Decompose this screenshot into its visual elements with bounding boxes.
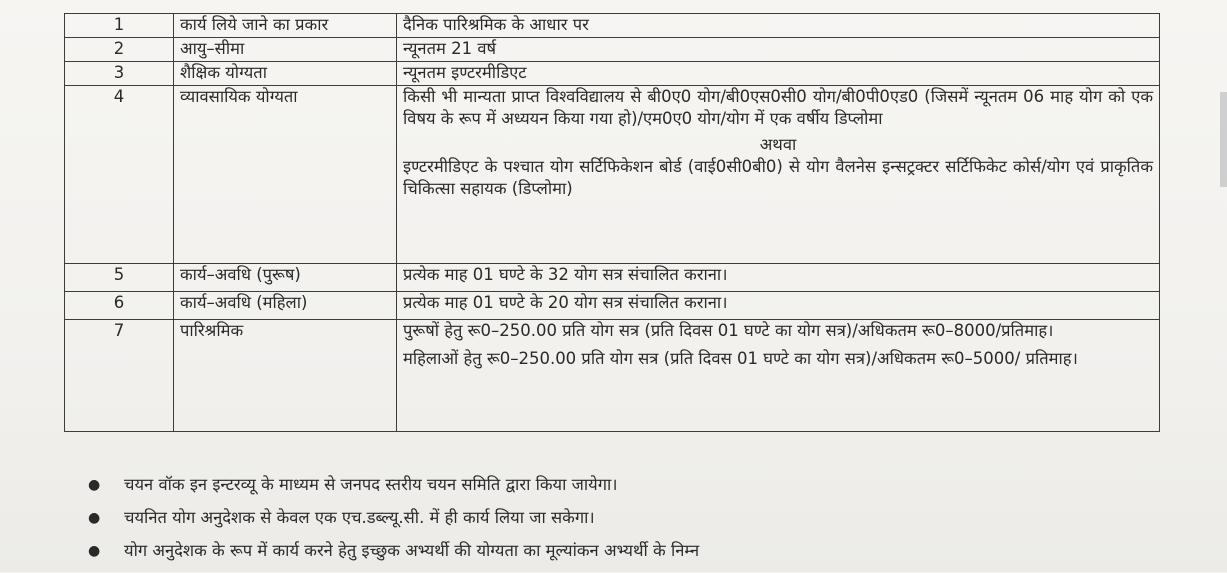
qualification-alt-text: इण्टरमीडिएट के पश्चात योग सर्टिफिकेशन बोर्ड (वाई0सी0बी0) से योग वैलनेस इन्सट्रक्टर सर्टिफिकेट कोर्स/योग एवं प्राकृतिक चिकित्सा सहायक (डिप्लोमा) (403, 157, 1153, 198)
row-number: 6 (65, 292, 174, 320)
row-number: 2 (65, 38, 174, 62)
list-item (88, 540, 1188, 562)
bullet-icon: ● (88, 477, 101, 493)
row-number: 4 (65, 86, 174, 264)
row-value: दैनिक पारिश्रमिक के आधार पर (397, 14, 1160, 38)
row-number: 3 (65, 62, 174, 86)
remuneration-women: महिलाओं हेतु रू0–250.00 प्रति योग सत्र (प्रति दिवस 01 घण्टे का योग सत्र)/अधिकतम रू0–5000/ प्रतिमाह। (403, 349, 1078, 368)
note-text: चयन वॉक इन इन्टरव्यू के माध्यम से जनपद स्तरीय चयन समिति द्वारा किया जायेगा। (124, 475, 618, 494)
table-row (65, 14, 1160, 38)
note-text: योग अनुदेशक के रूप में कार्य करने हेतु इच्छुक अभ्यर्थी की योग्यता का मूल्यांकन अभ्यर्थी के निम्न (124, 541, 700, 560)
page-edge-mark (1220, 92, 1227, 187)
row-value (397, 320, 1160, 432)
row-label: शैक्षिक योग्यता (174, 62, 397, 86)
row-number: 5 (65, 264, 174, 292)
row-number: 7 (65, 320, 174, 432)
remuneration-men: पुरूषों हेतु रू0–250.00 प्रति योग सत्र (प्रति दिवस 01 घण्टे का योग सत्र)/अधिकतम रू0–8000/प्रतिमाह। (403, 321, 1054, 340)
row-label: आयु–सीमा (174, 38, 397, 62)
row-value: न्यूनतम 21 वर्ष (397, 38, 1160, 62)
row-label: पारिश्रमिक (174, 320, 397, 432)
row-value: न्यूनतम इण्टरमीडिएट (397, 62, 1160, 86)
row-label: व्यावसायिक योग्यता (174, 86, 397, 264)
note-text: चयनित योग अनुदेशक से केवल एक एच.डब्ल्यू.सी. में ही कार्य लिया जा सकेगा। (124, 508, 595, 527)
row-number: 1 (65, 14, 174, 38)
row-label: कार्य–अवधि (महिला) (174, 292, 397, 320)
table-row (65, 62, 1160, 86)
row-label: कार्य लिये जाने का प्रकार (174, 14, 397, 38)
notes-list (88, 474, 1188, 573)
row-value: प्रत्येक माह 01 घण्टे के 32 योग सत्र संचालित कराना। (397, 264, 1160, 292)
list-item (88, 474, 1188, 496)
table-row (65, 320, 1160, 432)
row-label: कार्य–अवधि (पुरूष) (174, 264, 397, 292)
table-row (65, 38, 1160, 62)
table-row (65, 86, 1160, 264)
or-separator: अथवा (759, 135, 797, 154)
qualification-text: किसी भी मान्यता प्राप्त विश्वविद्यालय से बी0ए0 योग/बी0एस0सी0 योग/बी0पी0एड0 (जिसमें न्यूनतम 06 माह योग को एक विषय के रूप में अध्ययन किया गया हो)/एम0ए0 योग/योग में एक वर्षीय डिप्लोमा (403, 87, 1153, 128)
row-value: प्रत्येक माह 01 घण्टे के 20 योग सत्र संचालित कराना। (397, 292, 1160, 320)
bullet-icon: ● (88, 510, 101, 526)
list-item (88, 507, 1188, 529)
row-value (397, 86, 1160, 264)
eligibility-table (64, 13, 1160, 432)
table-row (65, 292, 1160, 320)
table-row (65, 264, 1160, 292)
bullet-icon: ● (88, 543, 101, 559)
